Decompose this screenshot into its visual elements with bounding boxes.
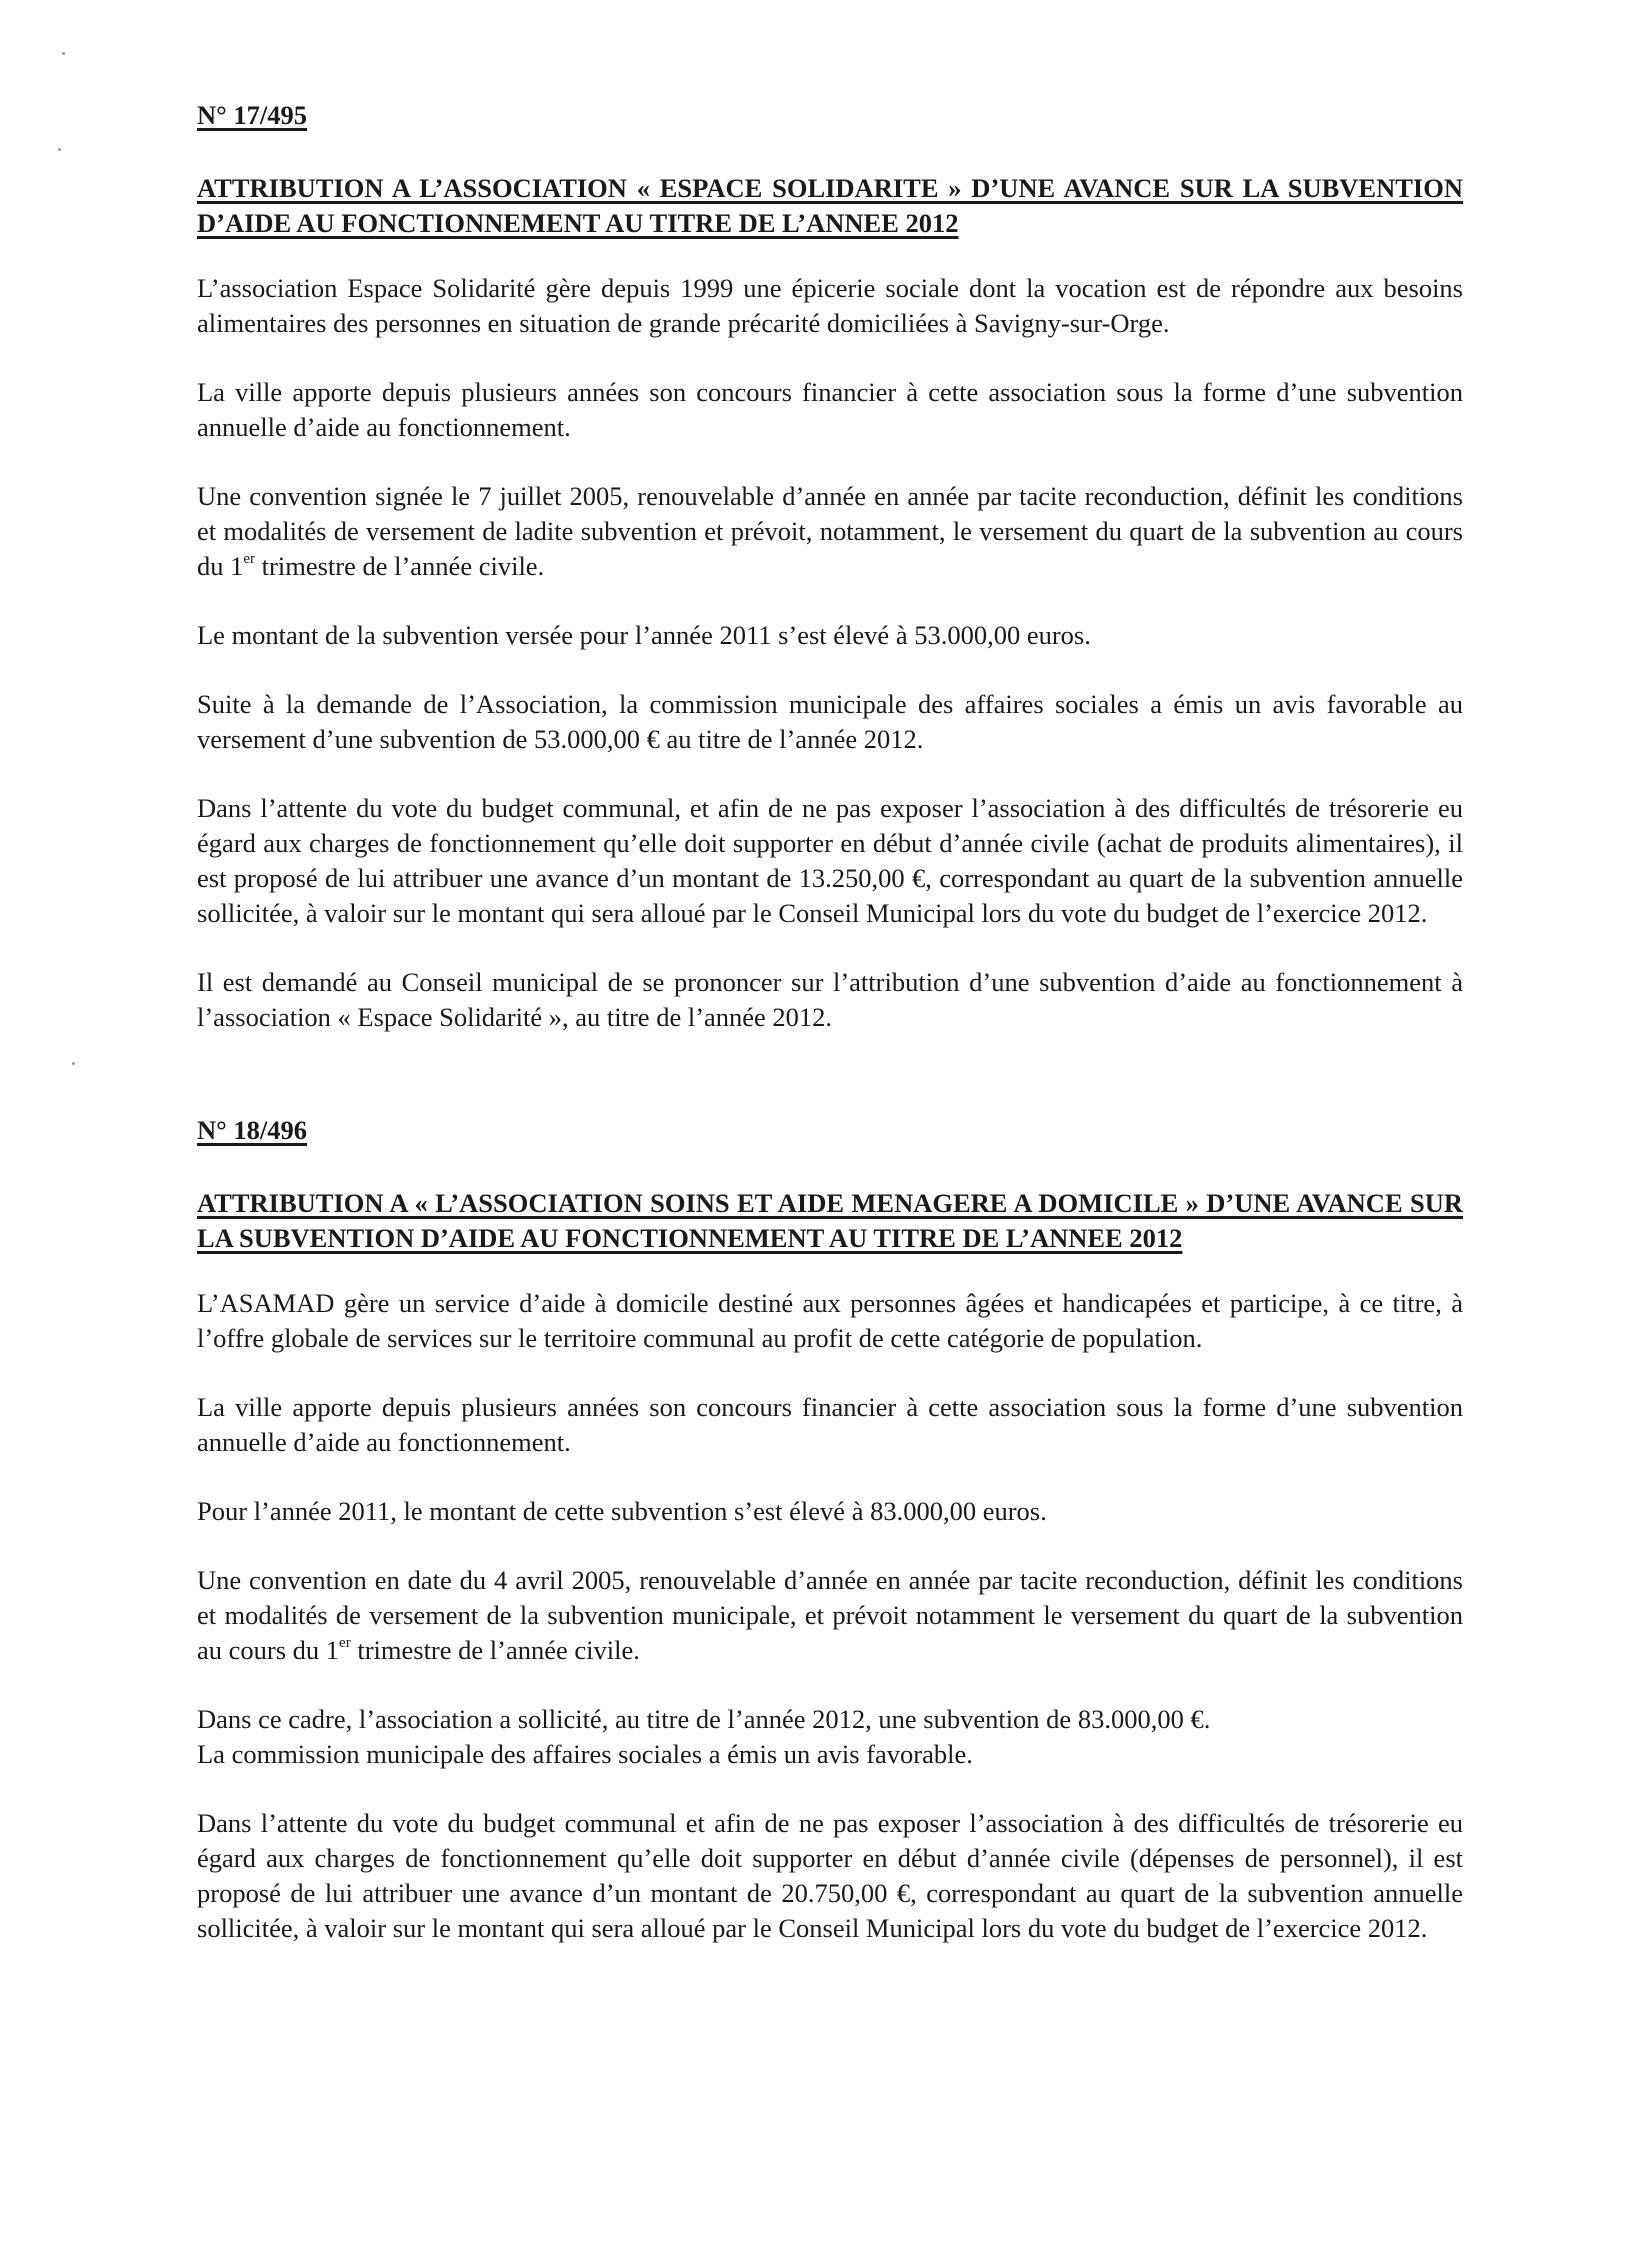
scan-speck	[58, 148, 61, 151]
paragraph: Pour l’année 2011, le montant de cette subvention s’est élevé à 83.000,00 euros.	[197, 1496, 1047, 1526]
deliberation-section-17-495	[197, 98, 1463, 1035]
deliberation-number: N° 17/495	[197, 100, 307, 130]
deliberation-title: ATTRIBUTION A L’ASSOCIATION « ESPACE SOLIDARITE » D’UNE AVANCE SUR LA SUBVENTION D’AIDE AU FONCTIONNEMENT AU TITRE DE L’ANNEE 2012	[197, 173, 1463, 238]
section-spacer	[197, 1069, 1463, 1113]
paragraph: La ville apporte depuis plusieurs années son concours financier à cette association sous la forme d’une subvention annuelle d’aide au fonctionnement.	[197, 377, 1463, 442]
paragraph: La ville apporte depuis plusieurs années son concours financier à cette association sous la forme d’une subvention annuelle d’aide au fonctionnement.	[197, 1392, 1463, 1457]
paragraph: L’ASAMAD gère un service d’aide à domicile destiné aux personnes âgées et handicapées et participe, à ce titre, à l’offre globale de services sur le territoire communal au profit de cette catégorie de population.	[197, 1288, 1463, 1353]
paragraph-text: Une convention signée le 7 juillet 2005, renouvelable d’année en année par tacite reconduction, définit les conditions et modalités de versement de ladite subvention et prévoit, notamment, le versement du quart de la subvention au cours du 1	[197, 481, 1463, 581]
paragraph: L’association Espace Solidarité gère depuis 1999 une épicerie sociale dont la vocation est de répondre aux besoins alimentaires des personnes en situation de grande précarité domiciliées à Savigny-sur-Orge.	[197, 273, 1463, 338]
paragraph: Suite à la demande de l’Association, la commission municipale des affaires sociales a émis un avis favorable au versement d’une subvention de 53.000,00 € au titre de l’année 2012.	[197, 689, 1463, 754]
document-page	[197, 98, 1463, 1980]
deliberation-section-18-496	[197, 1113, 1463, 1946]
paragraph: La commission municipale des affaires sociales a émis un avis favorable.	[197, 1739, 973, 1769]
paragraph-text: trimestre de l’année civile.	[255, 551, 545, 581]
paragraph-text: trimestre de l’année civile.	[350, 1635, 640, 1665]
paragraph-convention	[197, 1563, 1463, 1668]
scan-speck	[72, 1062, 75, 1065]
paragraph-convention	[197, 479, 1463, 584]
paragraph-text: Une convention en date du 4 avril 2005, renouvelable d’année en année par tacite reconduction, définit les conditions et modalités de versement de la subvention municipale, et prévoit notamment le versement du quart de la subvention au cours du 1	[197, 1565, 1463, 1665]
paragraph: Dans l’attente du vote du budget communal, et afin de ne pas exposer l’association à des difficultés de trésorerie eu égard aux charges de fonctionnement qu’elle doit supporter en début d’année civile (achat de produits alimentaires), il est proposé de lui attribuer une avance d’un montant de 13.250,00 €, correspondant au quart de la subvention annuelle sollicitée, à valoir sur le montant qui sera alloué par le Conseil Municipal lors du vote du budget de l’exercice 2012.	[197, 793, 1463, 928]
deliberation-number: N° 18/496	[197, 1115, 307, 1145]
superscript: er	[243, 551, 256, 568]
paragraph: Dans l’attente du vote du budget communal et afin de ne pas exposer l’association à des difficultés de trésorerie eu égard aux charges de fonctionnement qu’elle doit supporter en début d’année civile (dépenses de personnel), il est proposé de lui attribuer une avance d’un montant de 20.750,00 €, correspondant au quart de la subvention annuelle sollicitée, à valoir sur le montant qui sera alloué par le Conseil Municipal lors du vote du budget de l’exercice 2012.	[197, 1808, 1463, 1943]
paragraph: Dans ce cadre, l’association a sollicité, au titre de l’année 2012, une subvention de 83.000,00 €.	[197, 1704, 1211, 1734]
scan-speck	[62, 52, 65, 55]
paragraph: Le montant de la subvention versée pour l’année 2011 s’est élevé à 53.000,00 euros.	[197, 620, 1091, 650]
superscript: er	[339, 1635, 351, 1652]
deliberation-title: ATTRIBUTION A « L’ASSOCIATION SOINS ET AIDE MENAGERE A DOMICILE » D’UNE AVANCE SUR LA SUBVENTION D’AIDE AU FONCTIONNEMENT AU TITRE DE L’ANNEE 2012	[197, 1188, 1463, 1253]
paragraph: Il est demandé au Conseil municipal de se prononcer sur l’attribution d’une subvention d’aide au fonctionnement à l’association « Espace Solidarité », au titre de l’année 2012.	[197, 967, 1463, 1032]
